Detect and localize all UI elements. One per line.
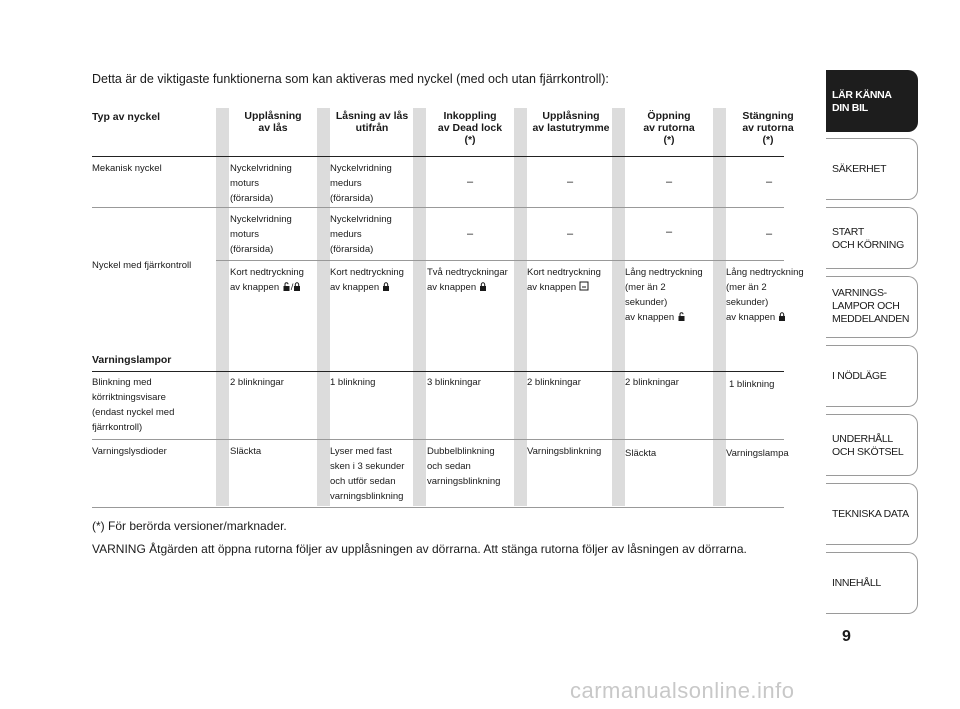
tab-label-line: MEDDELANDEN <box>832 313 910 325</box>
tab-label-line: OCH KÖRNING <box>832 239 904 251</box>
cell-mech-open: – <box>666 176 673 188</box>
cell-ind-unlock: 2 blinkningar <box>230 377 284 388</box>
cell-line: fjärrkontroll) <box>92 422 143 433</box>
cell-line: Blinkning med <box>92 377 152 388</box>
cell-mech-trunk: – <box>567 176 574 188</box>
intro-text: Detta är de viktigaste funktionerna som kan aktiveras med nyckel (med och utan fjärrkontroll): <box>92 72 609 86</box>
cell-line: Dubbelblinkning <box>427 446 495 457</box>
cell-line: medurs <box>330 178 362 189</box>
cell-ind-deadlock: 3 blinkningar <box>427 377 481 388</box>
padlock-icon <box>290 282 301 293</box>
cell-line: sekunder) <box>726 297 769 308</box>
row-label-mechanical: Mekanisk nyckel <box>92 163 162 174</box>
cell-led-close: Varningslampa <box>726 448 789 459</box>
header-line: av lås <box>258 122 288 134</box>
cell-line-with-icon <box>625 310 703 325</box>
slash-text: / <box>290 282 294 293</box>
column-separator <box>612 108 625 506</box>
column-separator <box>514 108 527 506</box>
cell-line: varningsblinkning <box>330 491 404 502</box>
tab-label <box>832 433 903 459</box>
cell-line: Kort nedtryckning <box>330 267 404 278</box>
cell-line: moturs <box>230 178 260 189</box>
header-trunk <box>527 110 615 134</box>
header-line: av lastutrymme <box>532 122 610 134</box>
header-lock <box>330 110 414 134</box>
cell-line: (endast nyckel med <box>92 407 175 418</box>
tab-i-nodlage[interactable] <box>826 345 918 407</box>
tab-label-line: UNDERHÅLL <box>832 433 893 445</box>
open-padlock-icon <box>677 312 686 321</box>
cell-remote-open-b <box>625 265 703 325</box>
tab-label-line: LAMPOR OCH <box>832 300 900 312</box>
header-open-windows <box>625 110 713 146</box>
padlock-icon <box>479 282 487 291</box>
column-separator <box>713 108 726 506</box>
cell-remote-close-b <box>726 265 804 325</box>
cell-remote-trunk-a: – <box>567 228 574 240</box>
cell-line: Kort nedtryckning <box>527 267 601 278</box>
tab-lar-kanna-din-bil[interactable] <box>826 70 918 132</box>
cell-line: Kort nedtryckning <box>230 267 304 278</box>
table-rule <box>216 260 784 261</box>
cell-line: (förarsida) <box>330 193 374 204</box>
cell-line: (förarsida) <box>230 244 274 255</box>
header-line: Inkoppling <box>443 110 497 122</box>
cell-text: av knappen <box>427 282 477 293</box>
cell-line: Två nedtryckningar <box>427 267 508 278</box>
trunk-icon <box>579 281 589 291</box>
tab-label-line: I NÖDLÄGE <box>832 370 887 382</box>
padlock-icon <box>382 282 390 291</box>
cell-line: och utför sedan <box>330 476 396 487</box>
cell-line: körriktningsvisare <box>92 392 166 403</box>
cell-line: (förarsida) <box>330 244 374 255</box>
cell-led-lock <box>330 444 404 504</box>
table-rule <box>92 507 784 508</box>
cell-line: (förarsida) <box>230 193 274 204</box>
cell-line: Nyckelvridning <box>330 163 392 174</box>
cell-line-with-icon <box>330 280 404 295</box>
cell-line: sekunder) <box>625 297 668 308</box>
tab-label <box>832 287 909 326</box>
cell-mech-lock <box>330 161 392 206</box>
page-number: 9 <box>842 628 851 645</box>
cell-line: och sedan <box>427 461 471 472</box>
tab-tekniska-data[interactable] <box>826 483 918 545</box>
cell-mech-close: – <box>766 176 773 188</box>
padlock-icon <box>778 312 786 321</box>
tab-label <box>832 163 886 176</box>
tab-label <box>832 226 904 252</box>
cell-led-trunk: Varningsblinkning <box>527 446 602 457</box>
warning-note: VARNING Åtgärden att öppna rutorna följer av upplåsningen av dörrarna. Att stänga rutorna följer av låsningen av dörrarna. <box>92 542 747 556</box>
tab-label-line: SÄKERHET <box>832 163 887 175</box>
open-padlock-icon <box>282 282 291 291</box>
cell-ind-lock: 1 blinkning <box>330 377 376 388</box>
cell-line: varningsblinkning <box>427 476 501 487</box>
cell-mech-deadlock: – <box>467 176 474 188</box>
cell-mech-unlock <box>230 161 292 206</box>
tab-label <box>832 89 892 115</box>
column-separator <box>216 108 229 506</box>
cell-line-with-icon <box>427 280 508 295</box>
header-line: (*) <box>762 134 774 146</box>
header-unlock <box>229 110 317 134</box>
cell-line-with-icon <box>230 280 304 295</box>
row-label-indicators <box>92 375 174 435</box>
tab-label <box>832 508 909 521</box>
cell-text: av knappen <box>726 312 776 323</box>
header-line: Låsning av lås <box>335 110 409 122</box>
row-label-remote: Nyckel med fjärrkontroll <box>92 260 192 271</box>
tab-underhall-och-skotsel[interactable] <box>826 414 918 476</box>
tab-label-line: START <box>832 226 864 238</box>
cell-remote-close-a: – <box>766 228 773 240</box>
cell-remote-deadlock-a: – <box>467 228 474 240</box>
table-rule <box>92 439 784 440</box>
cell-line: Nyckelvridning <box>330 214 392 225</box>
cell-remote-lock-b <box>330 265 404 295</box>
column-separator <box>413 108 426 506</box>
tab-label-line: OCH SKÖTSEL <box>832 446 904 458</box>
footnote: (*) För berörda versioner/marknader. <box>92 519 287 533</box>
header-close-windows <box>726 110 810 146</box>
cell-led-open: Släckta <box>625 448 657 459</box>
header-line: Upplåsning <box>244 110 302 122</box>
table-rule <box>92 371 784 372</box>
cell-text: av knappen <box>625 312 675 323</box>
cell-text: av knappen <box>330 282 380 293</box>
header-line: av Dead lock <box>437 122 503 134</box>
tab-start-och-korning[interactable] <box>826 207 918 269</box>
cell-remote-trunk-b <box>527 265 601 295</box>
cell-ind-open: 2 blinkningar <box>625 377 679 388</box>
cell-led-unlock: Släckta <box>230 446 262 457</box>
cell-line: Lång nedtryckning <box>625 267 703 278</box>
tab-label-line: INNEHÅLL <box>832 577 881 589</box>
cell-remote-open-a: – <box>666 226 673 238</box>
header-line: (*) <box>464 134 476 146</box>
cell-led-deadlock <box>427 444 500 489</box>
header-line: av rutorna <box>742 122 794 134</box>
tab-label-line: DIN BIL <box>832 102 868 114</box>
tab-varningslampor[interactable] <box>826 276 918 338</box>
cell-line-with-icon <box>726 310 804 325</box>
header-line: (*) <box>663 134 675 146</box>
cell-line: medurs <box>330 229 362 240</box>
cell-line: sken i 3 sekunder <box>330 461 405 472</box>
cell-remote-unlock-a <box>230 212 292 257</box>
header-line: Upplåsning <box>542 110 600 122</box>
header-line: Stängning <box>742 110 794 122</box>
cell-line: (mer än 2 <box>625 282 666 293</box>
cell-line: Nyckelvridning <box>230 214 292 225</box>
tab-label <box>832 577 881 590</box>
header-key-type: Typ av nyckel <box>92 111 161 123</box>
cell-ind-close: 1 blinkning <box>729 379 775 390</box>
cell-line: (mer än 2 <box>726 282 767 293</box>
header-deadlock <box>426 110 514 146</box>
tab-label-line: TEKNISKA DATA <box>832 508 909 520</box>
section-heading-lamps: Varningslampor <box>92 354 172 366</box>
tab-label-line: LÄR KÄNNA <box>832 89 892 101</box>
cell-line-with-icon <box>527 280 601 295</box>
tab-innehall[interactable] <box>826 552 918 614</box>
cell-line: Lyser med fast <box>330 446 392 457</box>
cell-remote-unlock-b <box>230 265 304 295</box>
cell-line: Nyckelvridning <box>230 163 292 174</box>
cell-line: Lång nedtryckning <box>726 267 804 278</box>
cell-remote-deadlock-b <box>427 265 508 295</box>
tab-label-line: VARNINGS- <box>832 287 887 299</box>
cell-text: av knappen <box>230 282 280 293</box>
header-line: Öppning <box>647 110 691 122</box>
header-line: av rutorna <box>643 122 695 134</box>
table-rule <box>92 207 784 208</box>
cell-ind-trunk: 2 blinkningar <box>527 377 581 388</box>
table-rule <box>92 156 784 157</box>
cell-line: moturs <box>230 229 260 240</box>
watermark: carmanualsonline.info <box>570 678 795 703</box>
cell-remote-lock-a <box>330 212 392 257</box>
tab-label <box>832 370 886 383</box>
header-line: utifrån <box>355 122 389 134</box>
cell-text: av knappen <box>527 282 577 293</box>
column-separator <box>317 108 330 506</box>
tab-sakerhet[interactable] <box>826 138 918 200</box>
row-label-leds: Varningslysdioder <box>92 446 167 457</box>
